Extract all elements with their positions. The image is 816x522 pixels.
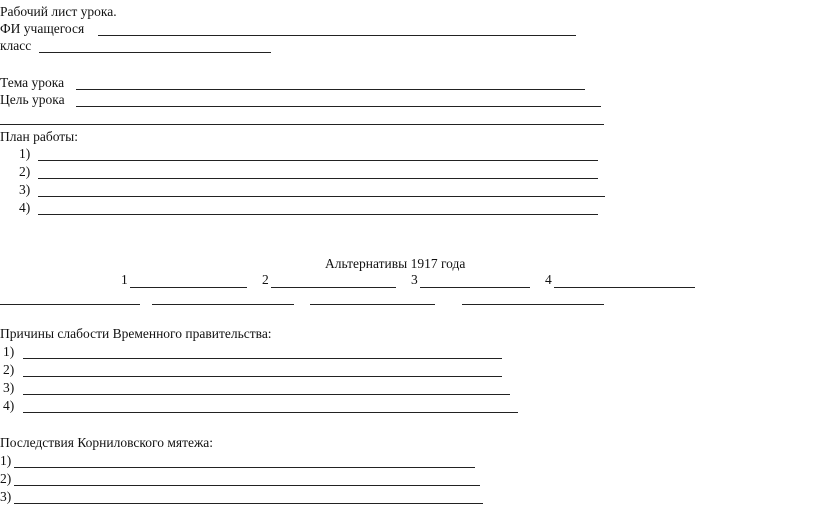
- alternative-4-field[interactable]: [554, 287, 695, 288]
- weakness-item-3-number: 3): [3, 380, 15, 395]
- alternative-2-number: 2: [262, 272, 269, 287]
- alternative-4-number: 4: [545, 272, 552, 287]
- topic-label: Тема урока: [0, 75, 65, 90]
- weakness-title: Причины слабости Временного правительства:: [0, 326, 272, 341]
- alternative-3-detail-field[interactable]: [310, 304, 435, 305]
- weakness-item-2-field[interactable]: [23, 376, 502, 377]
- goal-field-continued[interactable]: [0, 124, 604, 125]
- plan-item-4-field[interactable]: [38, 214, 598, 215]
- plan-item-3-number: 3): [19, 182, 31, 197]
- kornilov-title: Последствия Корниловского мятежа:: [0, 435, 214, 450]
- class-field[interactable]: [39, 52, 271, 53]
- kornilov-item-2-number: 2): [0, 471, 12, 486]
- alternative-3-field[interactable]: [420, 287, 530, 288]
- plan-item-1-field[interactable]: [38, 160, 598, 161]
- goal-label: Цель урока: [0, 92, 65, 107]
- alternatives-title: Альтернативы 1917 года: [325, 256, 466, 271]
- alternative-4-detail-field[interactable]: [462, 304, 604, 305]
- kornilov-item-2-field[interactable]: [14, 485, 480, 486]
- plan-item-2-number: 2): [19, 164, 31, 179]
- worksheet-title: Рабочий лист урока.: [0, 4, 117, 19]
- plan-item-2-field[interactable]: [38, 178, 598, 179]
- kornilov-item-3-field[interactable]: [14, 503, 483, 504]
- kornilov-item-1-field[interactable]: [14, 467, 475, 468]
- weakness-item-1-field[interactable]: [23, 358, 502, 359]
- plan-title: План работы:: [0, 129, 78, 144]
- weakness-item-1-number: 1): [3, 344, 15, 359]
- plan-item-1-number: 1): [19, 146, 31, 161]
- plan-item-3-field[interactable]: [38, 196, 605, 197]
- class-label: класс: [0, 38, 32, 53]
- alternative-1-field[interactable]: [130, 287, 247, 288]
- alternative-1-number: 1: [121, 272, 128, 287]
- kornilov-item-3-number: 3): [0, 489, 12, 504]
- weakness-item-2-number: 2): [3, 362, 15, 377]
- weakness-item-3-field[interactable]: [23, 394, 510, 395]
- alternative-3-number: 3: [411, 272, 418, 287]
- alternative-2-detail-field[interactable]: [152, 304, 294, 305]
- plan-item-4-number: 4): [19, 200, 31, 215]
- alternative-1-detail-field[interactable]: [0, 304, 140, 305]
- goal-field[interactable]: [76, 106, 601, 107]
- kornilov-item-1-number: 1): [0, 453, 12, 468]
- weakness-item-4-number: 4): [3, 398, 15, 413]
- alternative-2-field[interactable]: [271, 287, 396, 288]
- weakness-item-4-field[interactable]: [23, 412, 518, 413]
- student-name-field[interactable]: [98, 35, 576, 36]
- topic-field[interactable]: [76, 89, 585, 90]
- student-name-label: ФИ учащегося: [0, 21, 85, 36]
